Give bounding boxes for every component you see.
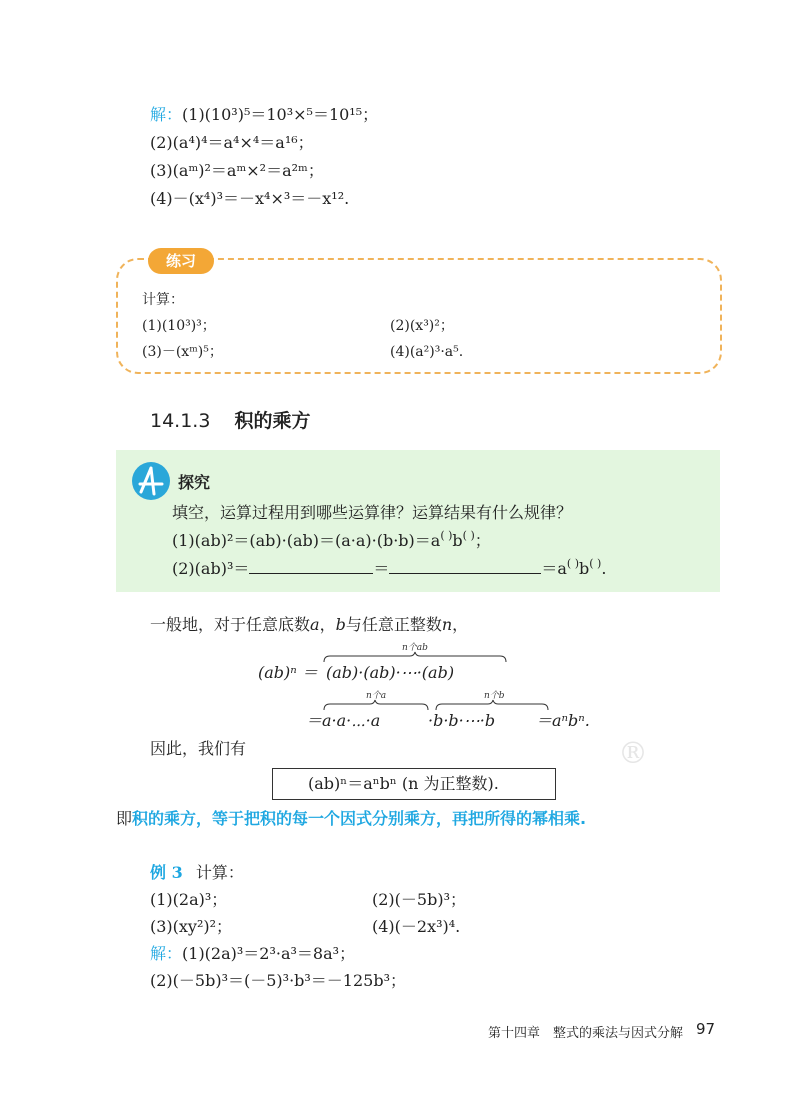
explore-line-2-expr: (ab)³＝ — [194, 559, 250, 578]
section-number: 14.1.3 — [150, 410, 211, 432]
boxed-formula: (ab)ⁿ＝aⁿbⁿ (n 为正整数). — [308, 774, 499, 793]
general-text-2: 与任意正整数 — [345, 615, 442, 634]
explore-line-2-end: . — [601, 559, 607, 578]
general-var-n: n — [441, 615, 453, 634]
therefore-text: 因此，我们有 — [150, 739, 247, 758]
equation-2-a: ＝a·a·⋯·a — [306, 711, 381, 730]
general-end: ， — [452, 615, 469, 634]
section-title: 积的乘方 — [234, 410, 311, 432]
rule-prefix: 即 — [116, 809, 133, 828]
general-sep: ， — [319, 615, 336, 634]
rule-text: 积的乘方，等于把积的每一个因式分别乘方，再把所得的幂相乘. — [132, 809, 587, 828]
practice-item-2: (2)(x³)²； — [390, 318, 454, 334]
explore-line-2: (2)(ab)³＝ ＝ ＝a( )b( ). — [172, 557, 607, 578]
example-3-q2: (2)(－5b)³； — [372, 890, 466, 909]
brace-label-a: n个a — [366, 691, 387, 701]
example-3-heading — [150, 862, 244, 884]
registered-mark: ® — [618, 736, 648, 771]
explore-line-1-expr: (ab)²＝(ab)·(ab)＝(a·a)·(b·b)＝a — [194, 531, 441, 550]
practice-item-1: (1)(10³)³； — [142, 318, 216, 334]
explore-line-1-tail: b — [452, 531, 463, 550]
explore-line-2-tail: b — [579, 559, 590, 578]
solution-label: 解： — [150, 105, 183, 124]
practice-item-4: (4)(a²)³·a⁵. — [390, 344, 464, 360]
solution-line-4: (4)－(x⁴)³＝－x⁴×³＝－x¹². — [150, 189, 350, 208]
explore-line-2-mid: ＝ — [373, 559, 390, 578]
example-3-sol-label: 解： — [150, 944, 183, 963]
general-text-1: 一般地，对于任意底数 — [150, 615, 311, 634]
solution-line-2: (2)(a⁴)⁴＝a⁴×⁴＝a¹⁶； — [150, 133, 314, 152]
general-var-a: a — [310, 615, 320, 634]
footer-chapter: 第十四章 整式的乘法与因式分解 — [488, 1026, 684, 1041]
practice-item-3: (3)－(xᵐ)⁵； — [142, 344, 223, 360]
explore-line-1-prefix: (1) — [172, 531, 195, 550]
solution-line-1-text: (1)(10³)⁵＝10³×⁵＝10¹⁵； — [182, 105, 379, 124]
explore-line-2-prefix: (2) — [172, 559, 195, 578]
solution-line-3: (3)(aᵐ)²＝aᵐ×²＝a²ᵐ； — [150, 161, 324, 180]
equation-1-left: (ab)ⁿ ＝ — [258, 663, 318, 682]
example-3-sol-2: (2)(－5b)³＝(－5)³·b³＝－125b³； — [150, 971, 407, 990]
rule-line — [116, 808, 586, 830]
explore-line-1-end: ； — [474, 531, 491, 550]
example-3-q4: (4)(－2x³)⁴. — [372, 917, 461, 936]
practice-tag: 练习 — [148, 248, 214, 274]
example-3-sol-1 — [150, 943, 355, 965]
practice-intro: 计算： — [142, 292, 184, 308]
explore-line-2-eq: ＝a — [541, 559, 567, 578]
equation-1-right: (ab)·(ab)·⋯·(ab) — [326, 663, 455, 682]
example-3-sol-1-text: (1)(2a)³＝2³·a³＝8a³； — [182, 944, 356, 963]
explore-line-1: (1)(ab)²＝(ab)·(ab)＝(a·a)·(b·b)＝a( )b( )； — [172, 529, 491, 550]
brace-label-b: n个b — [484, 691, 505, 701]
brace-label-ab: n个ab — [402, 643, 428, 653]
example-3-q1: (1)(2a)³； — [150, 890, 228, 909]
general-var-b: b — [335, 615, 346, 634]
footer-page-number: 97 — [696, 1020, 716, 1038]
example-3-intro: 计算： — [195, 863, 244, 882]
explore-title: 探究 — [178, 473, 211, 492]
example-3-q3: (3)(xy²)²； — [150, 917, 233, 936]
example-3-label: 例 3 — [150, 863, 183, 882]
equation-2-b: ·b·b·⋯·b — [428, 711, 496, 730]
equation-2-end: ＝aⁿbⁿ. — [536, 711, 590, 730]
explore-prompt: 填空，运算过程用到哪些运算律？运算结果有什么规律？ — [172, 503, 573, 522]
